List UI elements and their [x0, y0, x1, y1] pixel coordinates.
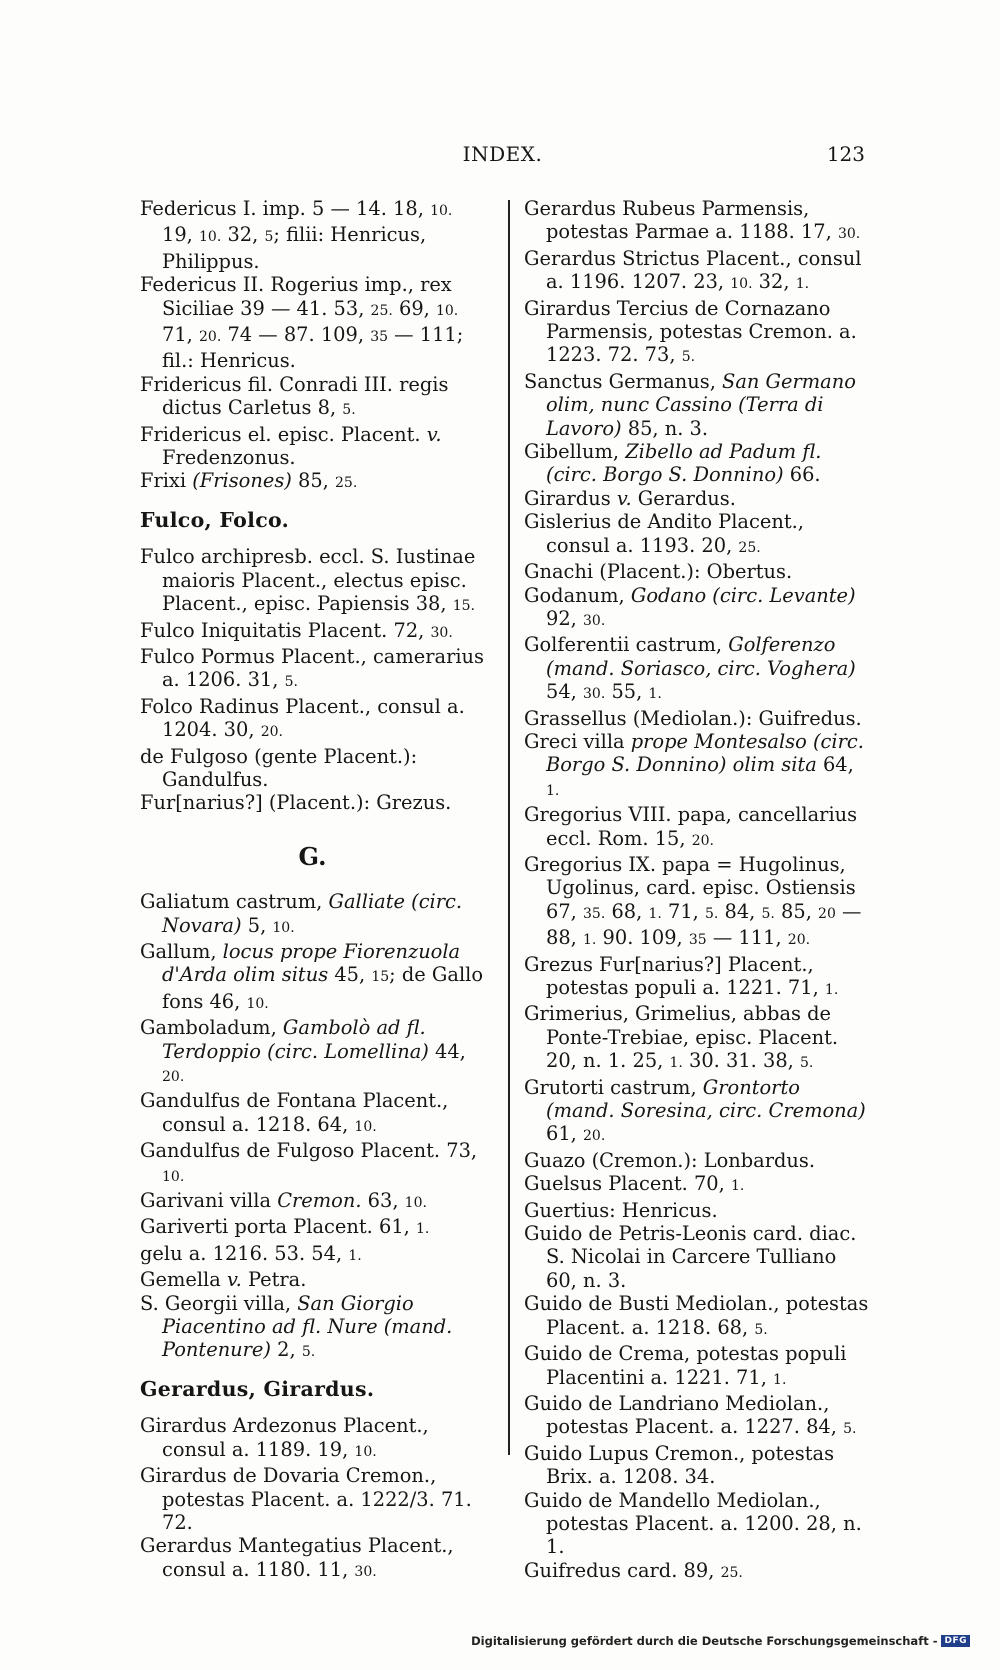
index-entry: Gerardus Mantegatius Placent., consul a. 1180. 11, 30. [140, 1534, 454, 1581]
index-entry: Gibellum, Zibello ad Padum fl. (circ. Borgo S. Donnino) 66. [524, 440, 822, 487]
index-entry: Gandulfus de Fontana Placent., consul a. 1218. 64, 10. [140, 1089, 449, 1136]
index-entry: Gallum, locus prope Fiorenzuola d'Arda olim situs 45, 15; de Gallo fons 46, 10. [140, 939, 484, 1013]
index-entry: Gerardus Rubeus Parmensis, potestas Parmae a. 1188. 17, 30. [524, 197, 861, 244]
index-entry: Grassellus (Mediolan.): Guifredus. [524, 706, 862, 730]
index-entry: Grezus Fur[narius?] Placent., potestas populi a. 1221. 71, 1. [524, 952, 839, 999]
index-entry: Guifredus card. 89, 25. [524, 1558, 743, 1582]
index-entry: Gislerius de Andito Placent., consul a. 1193. 20, 25. [524, 510, 804, 557]
page-header [140, 142, 865, 170]
index-entry: Galiatum castrum, Galliate (circ. Novara) 5, 10. [140, 890, 463, 937]
index-entry: de Fulgoso (gente Placent.): Gandulfus. [140, 744, 418, 791]
index-entry: Gregorius VIII. papa, cancellarius eccl. Rom. 15, 20. [524, 803, 858, 850]
footer-credit [471, 1634, 970, 1648]
dfg-logo: DFG [941, 1635, 970, 1647]
index-entry: Fridericus el. episc. Placent. v. Fredenzonus. [140, 422, 442, 470]
index-entry: Guelsus Placent. 70, 1. [524, 1172, 745, 1196]
index-entry: Federicus I. imp. 5 — 14. 18, 10. 19, 10. 32, 5; filii: Henricus, Philippus. [140, 197, 453, 273]
index-entry: Guido de Mandello Mediolan., potestas Placent. a. 1200. 28, n. 1. [524, 1488, 862, 1559]
index-entry: gelu a. 1216. 53. 54, 1. [140, 1241, 362, 1265]
index-entry: Girardus Tercius de Cornazano Parmensis, potestas Cremon. a. 1223. 72. 73, 5. [524, 296, 857, 367]
index-entry: Gariverti porta Placent. 61, 1. [140, 1215, 430, 1239]
section-heading: Fulco, Folco. [140, 507, 290, 532]
index-entry: Grutorti castrum, Grontorto (mand. Soresina, circ. Cremona) 61, 20. [524, 1075, 866, 1146]
index-entry: Guido de Crema, potestas populi Placentini a. 1221. 71, 1. [524, 1342, 847, 1389]
index-entry: Guazo (Cremon.): Lonbardus. [524, 1148, 816, 1172]
index-column-right [524, 197, 869, 1585]
index-column-left [140, 197, 485, 1584]
index-entry: Guido de Petris-Leonis card. diac. S. Nicolai in Carcere Tulliano 60, n. 3. [524, 1222, 857, 1292]
index-entry: Godanum, Godano (circ. Levante) 92, 30. [524, 583, 856, 630]
index-entry: Greci villa prope Montesalso (circ. Borgo S. Donnino) olim sita 64, 1. [524, 729, 864, 799]
index-entry: Gerardus Strictus Placent., consul a. 1196. 1207. 23, 10. 32, 1. [524, 246, 862, 294]
index-entry: Folco Radinus Placent., consul a. 1204. 30, 20. [140, 694, 465, 742]
index-entry: Guido de Busti Mediolan., potestas Placent. a. 1218. 68, 5. [524, 1292, 869, 1339]
index-entry: S. Georgii villa, San Giorgio Piacentino ad fl. Nure (mand. Pontenure) 2, 5. [140, 1291, 453, 1362]
index-entry: Frixi (Frisones) 85, 25. [140, 469, 358, 493]
index-entry: Sanctus Germanus, San Germano olim, nunc Cassino (Terra di Lavoro) 85, n. 3. [524, 369, 856, 440]
index-entry: Gemella v. Petra. [140, 1268, 307, 1292]
index-entry: Federicus II. Rogerius imp., rex Siciliae 39 — 41. 53, 25. 69, 10. 71, 20. 74 — 87. 109, 35 — 111; fil.: Henricus. [140, 273, 464, 373]
index-entry: Girardus Ardezonus Placent., consul a. 1189. 19, 10. [140, 1414, 429, 1461]
page-number: 123 [826, 142, 865, 166]
index-entry: Garivani villa Cremon. 63, 10. [140, 1189, 427, 1213]
section-heading: Gerardus, Girardus. [140, 1376, 375, 1401]
index-entry: Gandulfus de Fulgoso Placent. 73, 10. [140, 1139, 478, 1185]
column-divider [508, 200, 510, 1455]
index-entry: Gnachi (Placent.): Obertus. [524, 560, 793, 584]
index-entry: Guido Lupus Cremon., potestas Brix. a. 1208. 34. [524, 1441, 835, 1489]
index-entry: Guertius: Henricus. [524, 1198, 718, 1222]
index-entry: Gregorius IX. papa = Hugolinus, Ugolinus, card. episc. Ostiensis 67, 35. 68, 1. 71, 5. 84, 5. 85, 20 — 88, 1. 90. 109, 35 — 111, 20. [524, 852, 862, 950]
index-entry: Fridericus fil. Conradi III. regis dictus Carletus 8, 5. [140, 372, 449, 420]
index-entry: Girardus de Dovaria Cremon., potestas Placent. a. 1222/3. 71. 72. [140, 1464, 472, 1534]
index-entry: Fur[narius?] (Placent.): Grezus. [140, 791, 452, 815]
footer-text: Digitalisierung gefördert durch die Deutsche Forschungsgemeinschaft - [471, 1634, 938, 1648]
index-entry: Grimerius, Grimelius, abbas de Ponte-Trebiae, episc. Placent. 20, n. 1. 25, 1. 30. 31. 38, 5. [524, 1002, 839, 1073]
index-entry: Fulco Pormus Placent., camerarius a. 1206. 31, 5. [140, 644, 484, 692]
index-entry: Fulco Iniquitatis Placent. 72, 30. [140, 618, 453, 642]
page-title: INDEX. [462, 142, 543, 166]
index-entry: Fulco archipresb. eccl. S. Iustinae maioris Placent., electus episc. Placent., episc. Papiensis 38, 15. [140, 545, 476, 616]
index-entry: Guido de Landriano Mediolan., potestas Placent. a. 1227. 84, 5. [524, 1391, 857, 1439]
index-entry: Gamboladum, Gambolò ad fl. Terdoppio (circ. Lomellina) 44, 20. [140, 1016, 466, 1085]
letter-heading: G. [298, 841, 327, 871]
index-entry: Golferentii castrum, Golferenzo (mand. Soriasco, circ. Voghera) 54, 30. 55, 1. [524, 633, 856, 704]
index-entry: Girardus v. Gerardus. [524, 486, 736, 510]
